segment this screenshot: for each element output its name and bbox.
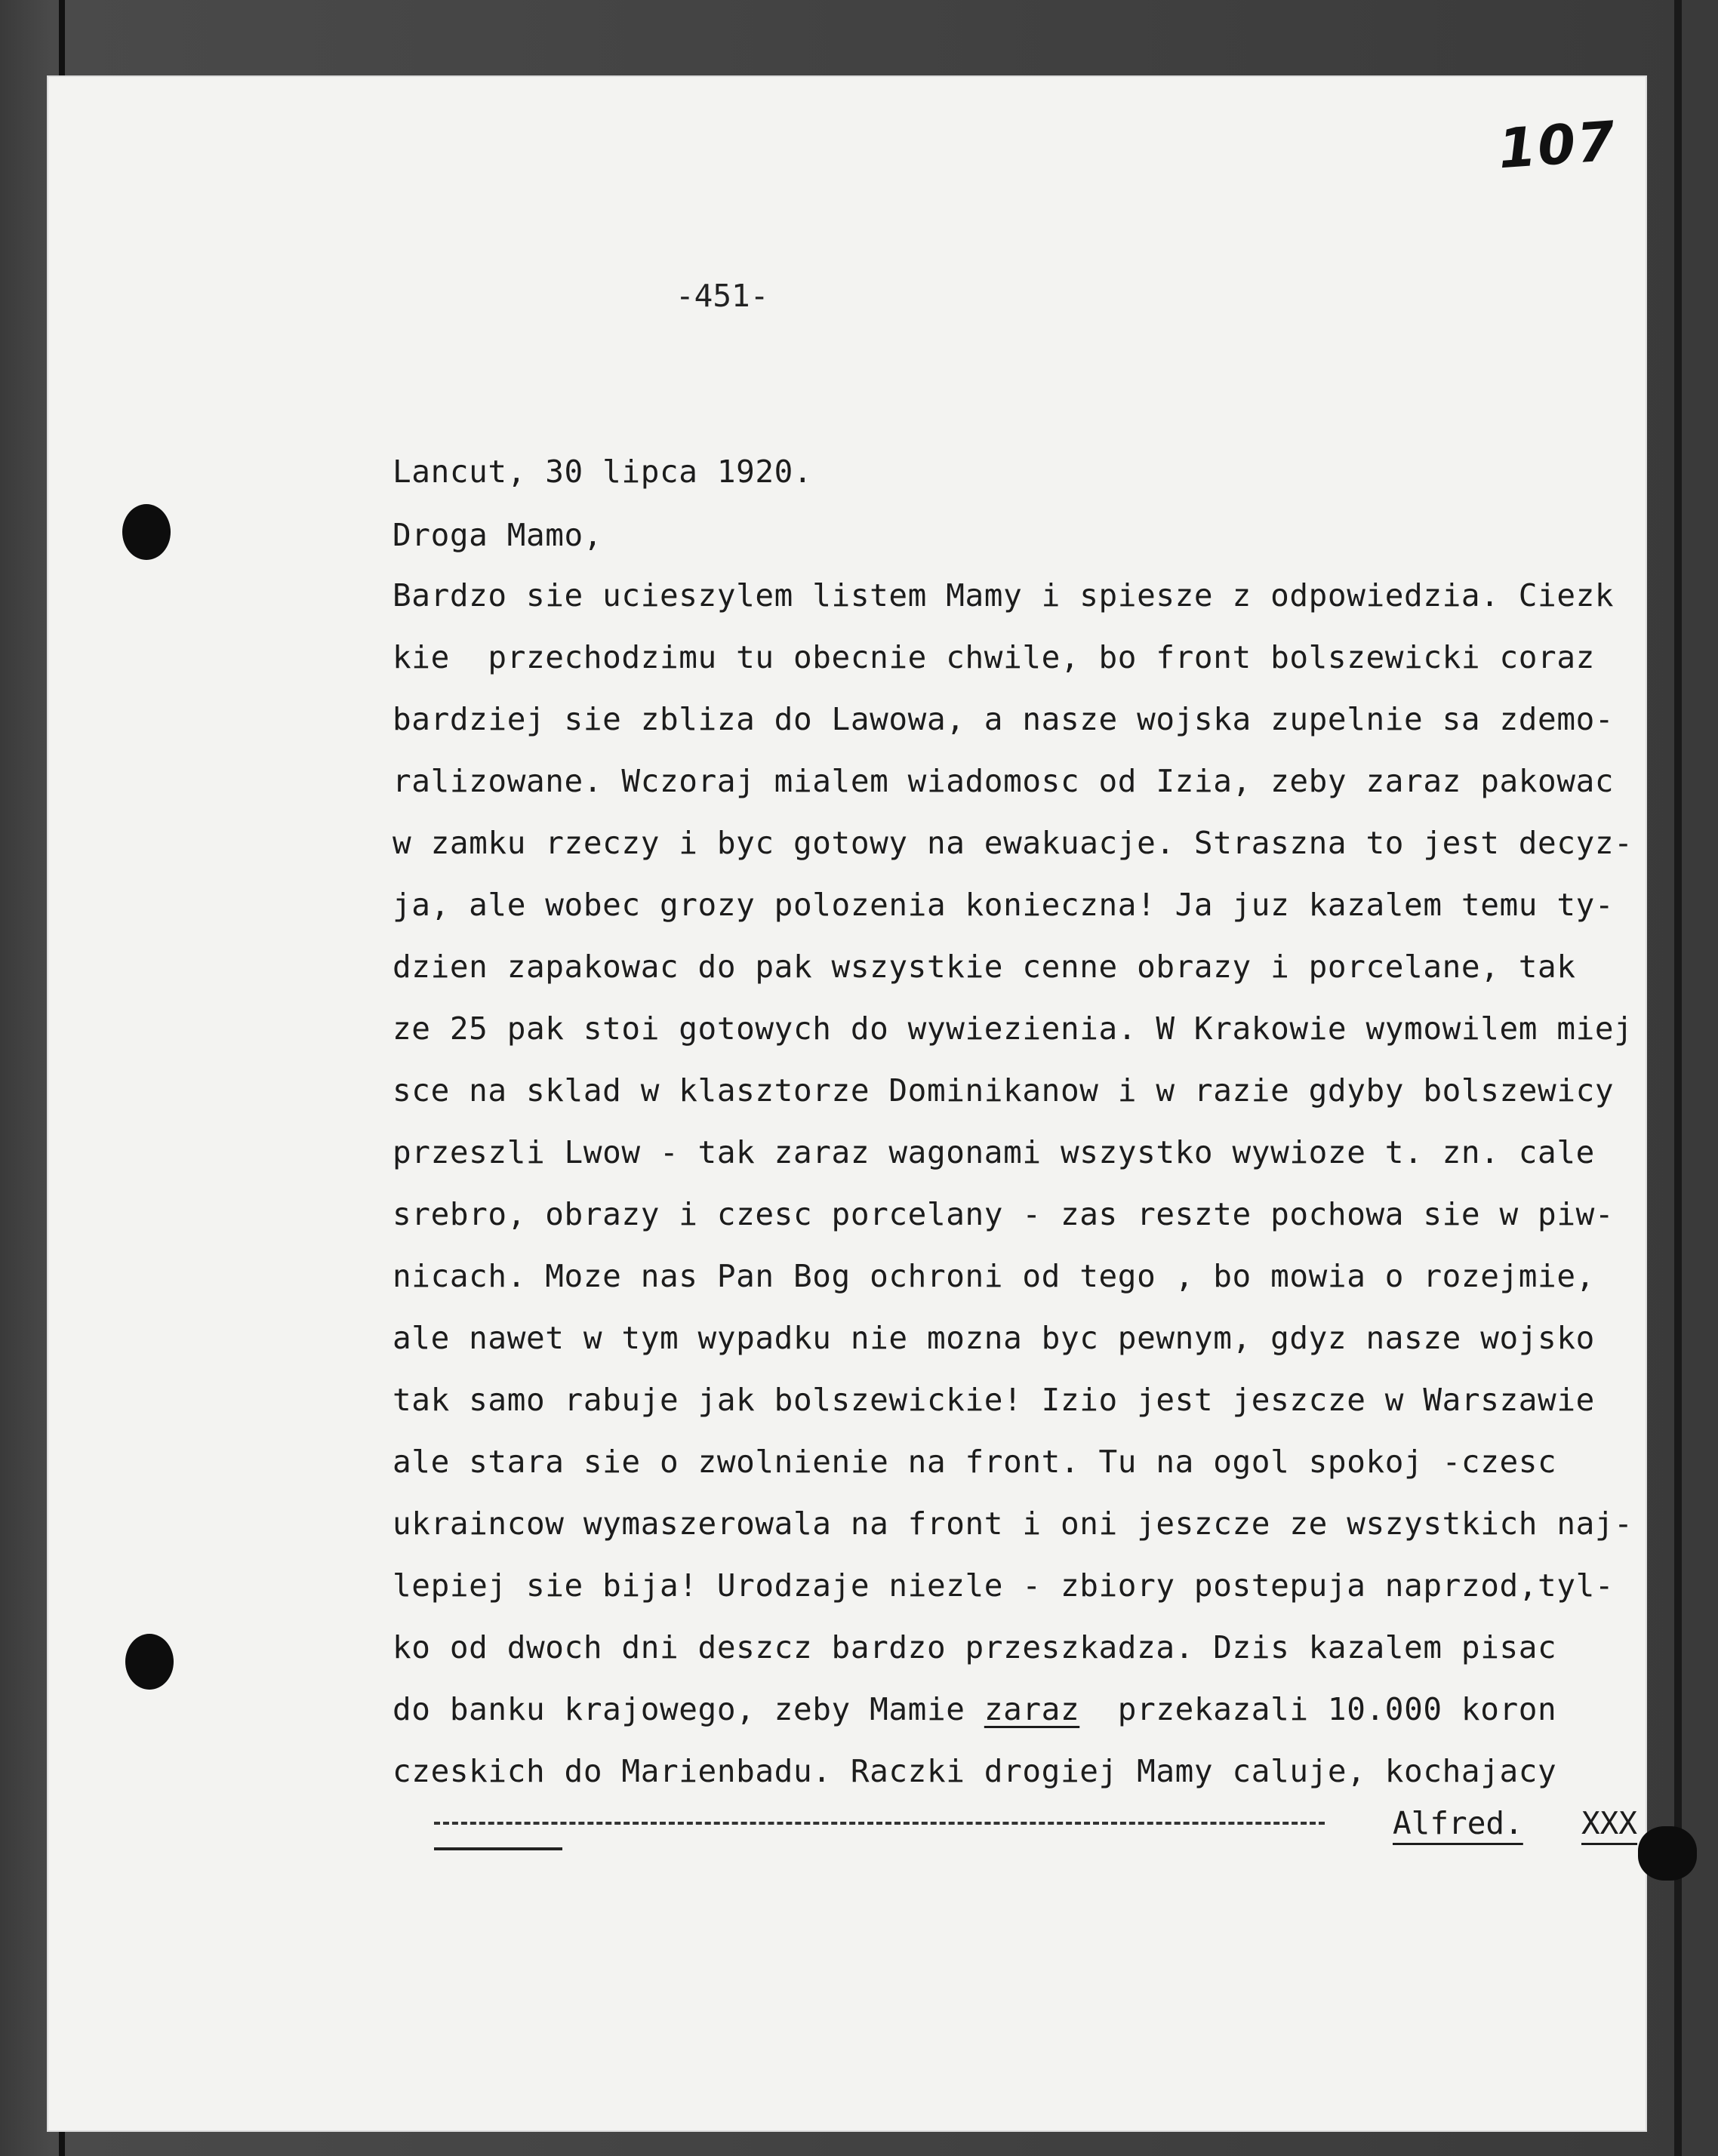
punch-hole-top	[122, 504, 171, 560]
body-line: kie przechodzimu tu obecnie chwile, bo front bolszewicki coraz	[393, 639, 1595, 675]
salutation: Droga Mamo,	[393, 517, 603, 553]
signature	[1393, 1805, 1523, 1841]
body-line: czeskich do Marienbadu. Raczki drogiej Mamy caluje, kochajacy	[393, 1753, 1557, 1789]
body-line: tak samo rabuje jak bolszewickie! Izio jest jeszcze w Warszawie	[393, 1382, 1595, 1418]
date-line: Lancut, 30 lipca 1920.	[393, 454, 813, 490]
ink-blot	[1638, 1826, 1697, 1881]
body-line: dzien zapakowac do pak wszystkie cenne obrazy i porcelane, tak	[393, 949, 1576, 985]
closing-row	[434, 1805, 1642, 1850]
body-line-fragment: przekazali 10.000 koron	[1079, 1691, 1557, 1727]
underlined-word: zaraz	[984, 1691, 1080, 1727]
body-line	[393, 1678, 1638, 1740]
body-line: srebro, obrazy i czesc porcelany - zas reszte pochowa sie w piw-	[393, 1196, 1615, 1232]
body-line: ze 25 pak stoi gotowych do wywiezienia. W Krakowie wymowilem miej	[393, 1010, 1633, 1047]
letter-body	[393, 438, 1638, 1802]
body-line-fragment: do banku krajowego, zeby Mamie	[393, 1691, 984, 1727]
body-line: ukraincow wymaszerowala na front i oni jeszcze ze wszystkich naj-	[393, 1506, 1633, 1542]
body-line: ale stara sie o zwolnienie na front. Tu na ogol spokoj -czesc	[393, 1444, 1557, 1480]
body-line: ralizowane. Wczoraj mialem wiadomosc od Izia, zeby zaraz pakowac	[393, 763, 1615, 799]
kisses-mark: XXX	[1581, 1805, 1638, 1841]
body-line: lepiej sie bija! Urodzaje niezle - zbiory postepuja naprzod,tyl-	[393, 1567, 1615, 1604]
archive-number: 107	[1496, 109, 1619, 181]
dashed-rule	[434, 1822, 1325, 1825]
body-line: ko od dwoch dni deszcz bardzo przeszkadza. Dzis kazalem pisac	[393, 1629, 1557, 1665]
body-line: w zamku rzeczy i byc gotowy na ewakuacje. Straszna to jest decyz-	[393, 825, 1633, 861]
signature-text: Alfred.	[1393, 1805, 1523, 1841]
body-line: nicach. Moze nas Pan Bog ochroni od tego , bo mowia o rozejmie,	[393, 1258, 1595, 1294]
body-line: bardziej sie zbliza do Lawowa, a nasze wojska zupelnie sa zdemo-	[393, 701, 1615, 737]
body-line: sce na sklad w klasztorze Dominikanow i w razie gdyby bolszewicy	[393, 1072, 1615, 1109]
body-line: Bardzo sie ucieszylem listem Mamy i spiesze z odpowiedzia. Ciezk	[393, 577, 1615, 614]
page-number: -451-	[676, 278, 769, 314]
underline-rule	[434, 1847, 562, 1850]
body-line: przeszli Lwow - tak zaraz wagonami wszystko wywioze t. zn. cale	[393, 1134, 1595, 1170]
body-line: ja, ale wobec grozy polozenia konieczna! Ja juz kazalem temu ty-	[393, 887, 1615, 923]
punch-hole-bottom	[125, 1634, 174, 1690]
body-line: ale nawet w tym wypadku nie mozna byc pewnym, gdyz nasze wojsko	[393, 1320, 1595, 1356]
